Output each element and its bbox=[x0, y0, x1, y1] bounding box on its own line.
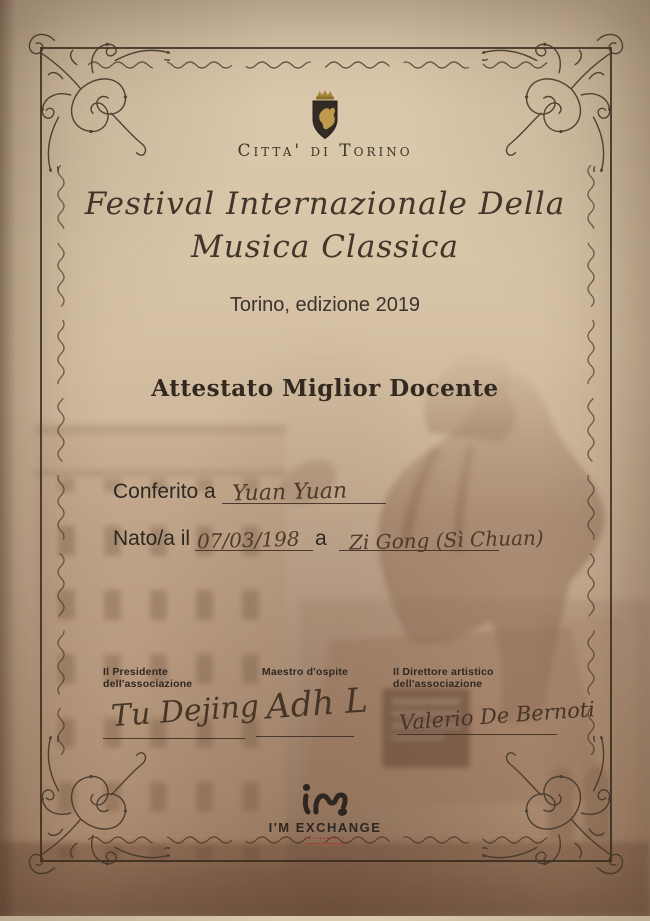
torino-crest-icon bbox=[0, 88, 650, 145]
conferred-field bbox=[113, 477, 533, 507]
signature-line bbox=[103, 738, 245, 739]
issuer-name: Citta' di Torino bbox=[237, 141, 413, 161]
signature-line bbox=[256, 736, 354, 737]
festival-title-line1: Festival Internazionale Della bbox=[84, 186, 566, 222]
signature-block-maestro bbox=[252, 666, 369, 728]
signature-line bbox=[397, 734, 557, 735]
signature-handwriting: Valerio De Bernoti bbox=[398, 697, 596, 735]
festival-title bbox=[0, 183, 650, 269]
conferred-label: Conferito a bbox=[113, 480, 216, 503]
signature-handwriting: Tu Dejing bbox=[109, 688, 261, 735]
im-exchange-logo-text: I'M EXCHANGE bbox=[268, 820, 382, 835]
signature-role: Il Presidente dell'associazione bbox=[103, 666, 193, 690]
signature-role: Maestro d'ospite bbox=[261, 666, 349, 678]
signature-role: Il Direttore artistico dell'associazione bbox=[393, 666, 494, 690]
born-in-connector: a bbox=[315, 527, 327, 550]
born-field bbox=[113, 524, 573, 555]
im-exchange-tagline: ▪▪▪▪▪▪▪▪▪▪▪ bbox=[305, 836, 345, 842]
award-title: Attestato Miglior Docente bbox=[151, 375, 499, 402]
signature-handwriting: Adh L bbox=[264, 680, 369, 728]
birth-place-handwriting: Zi Gong (Sì Chuan) bbox=[348, 525, 544, 555]
conferred-line bbox=[222, 477, 386, 507]
signature-block-president bbox=[103, 666, 261, 735]
festival-title-line2: Musica Classica bbox=[191, 229, 459, 265]
birth-date-handwriting: 07/03/198 bbox=[196, 526, 300, 554]
born-label: Nato/a il bbox=[113, 527, 191, 550]
signature-block-direttore bbox=[393, 666, 596, 735]
edition-line: Torino, edizione 2019 bbox=[229, 294, 421, 316]
recipient-name-handwriting: Yuan Yuan bbox=[231, 478, 348, 507]
birth-date-line bbox=[195, 524, 313, 554]
birth-place-line bbox=[339, 524, 544, 555]
im-exchange-mark-icon bbox=[0, 782, 650, 825]
